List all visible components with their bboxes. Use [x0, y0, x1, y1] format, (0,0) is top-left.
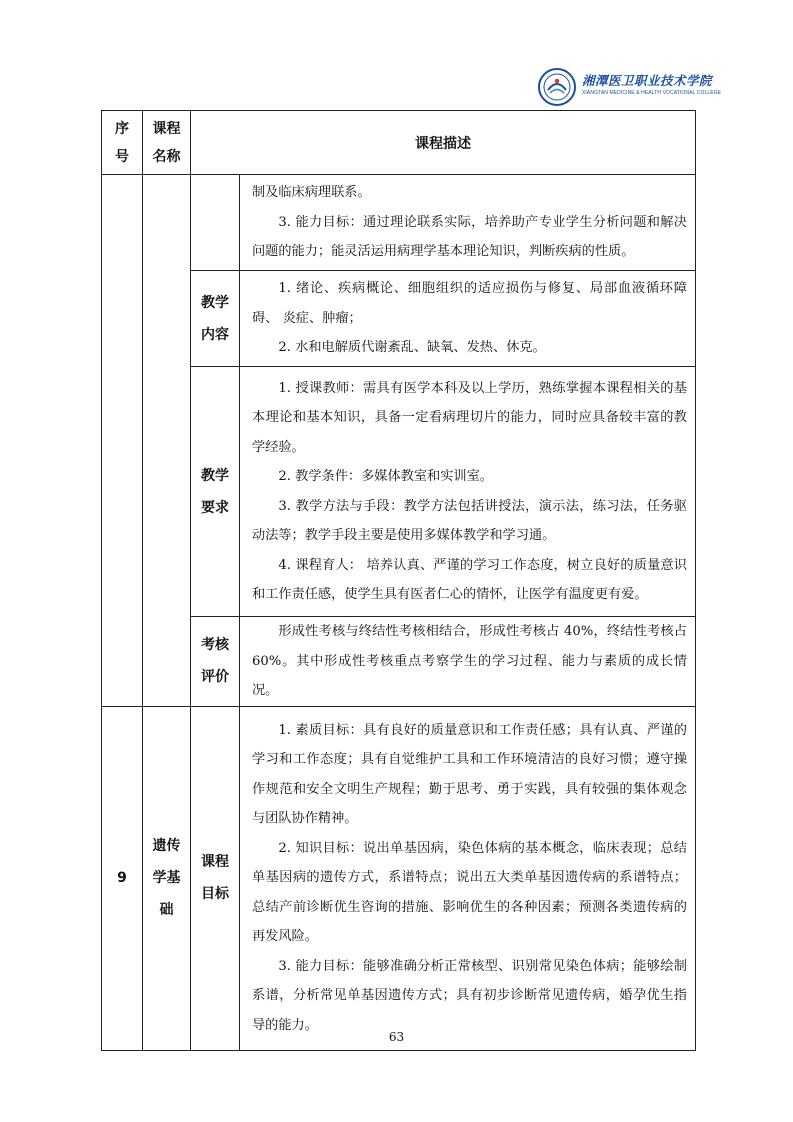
description-paragraph: 1. 授课教师：需具有医学本科及以上学历，熟练掌握本课程相关的基本理论和基本知识，具备一定看病理切片的能力，同时应具备较丰富的教学经验。: [252, 380, 687, 455]
description-paragraph: 形成性考核与终结性考核相结合，形成性考核占 40%，终结性考核占 60%。其中形成性考核重点考察学生的学习过程、能力与素质的成长情况。: [252, 624, 687, 698]
section-label-empty: [191, 175, 240, 271]
section-label-course-objectives: 课程目标: [191, 706, 240, 1050]
header-seq: 序号: [102, 111, 143, 175]
college-logo: [538, 68, 722, 106]
college-name: 湘潭医卫职业技术学院: [582, 73, 713, 88]
description-paragraph: 2. 教学条件：多媒体教室和实训室。: [278, 469, 493, 484]
description-paragraph: 1. 绪论、疾病概论、细胞组织的适应损伤与修复、局部血液循环障碍、 炎症、肿瘤；: [252, 281, 687, 326]
description-paragraph: 3. 教学方法与手段：教学方法包括讲授法，演示法，练习法，任务驱动法等；教学手段主要是使用多媒体教学和学习通。: [252, 498, 687, 543]
description-cell: [240, 175, 696, 271]
table-row: [102, 175, 696, 271]
college-name-english: XIANGTAN MEDICINE & HEALTH VOCATIONAL COLLEGE: [582, 90, 722, 96]
description-paragraph: 1. 素质目标：具有良好的质量意识和工作责任感；具有认真、严谨的学习和工作态度；具有自觉维护工具和工作环境清洁的良好习惯；遵守操作规范和安全文明生产规程；勤于思考、勇于实践，具有较强的集体观念与团队协作精神。: [252, 722, 687, 827]
description-paragraph: 2. 知识目标：说出单基因病，染色体病的基本概念，临床表现；总结单基因病的遗传方式，系谱特点；说出五大类单基因遗传病的系谱特点；总结产前诊断优生咨询的措施、影响优生的各种因素；预测各类遗传病的再发风险。: [252, 840, 687, 945]
college-emblem-icon: [538, 68, 578, 106]
page-number: 63: [388, 1030, 405, 1044]
table-row: [102, 617, 696, 707]
table-row: [102, 367, 696, 617]
section-label-teaching-content: 教学内容: [191, 271, 240, 367]
description-cell: [240, 706, 696, 1050]
description-paragraph: 3. 能力目标：能够准确分析正常核型、识别常见染色体病；能够绘制系谱，分析常见单基因遗传方式；具有初步诊断常见遗传病，婚孕优生指导的能力。: [252, 958, 687, 1033]
section-label-assessment: 考核评价: [191, 617, 240, 707]
section-label-teaching-requirements: 教学要求: [191, 367, 240, 617]
table-row: [102, 706, 696, 1050]
header-course-name: 课程名称: [143, 111, 191, 175]
course-name-cell: 遗传学基础: [143, 706, 191, 1050]
seq-cell: 9: [102, 706, 143, 1050]
description-cell: [240, 617, 696, 707]
table-row: [102, 271, 696, 367]
description-paragraph: 2. 水和电解质代谢紊乱、缺氧、发热、休克。: [278, 340, 546, 356]
description-cell: [240, 367, 696, 617]
table-header-row: [102, 111, 696, 175]
description-cell: [240, 271, 696, 367]
description-paragraph: 4. 课程育人： 培养认真、严谨的学习工作态度，树立良好的质量意识和工作责任感，使学生具有医者仁心的情怀，让医学有温度更有爱。: [252, 557, 687, 602]
description-paragraph: 3. 能力目标：通过理论联系实际，培养助产专业学生分析问题和解决问题的能力；能灵活运用病理学基本理论知识，判断疾病的性质。: [252, 214, 687, 260]
course-table: [101, 110, 696, 1051]
course-name-cell-empty: [143, 175, 191, 707]
seq-cell-empty: [102, 175, 143, 707]
header-description: 课程描述: [191, 111, 696, 175]
description-paragraph: 制及临床病理联系。: [252, 185, 371, 201]
